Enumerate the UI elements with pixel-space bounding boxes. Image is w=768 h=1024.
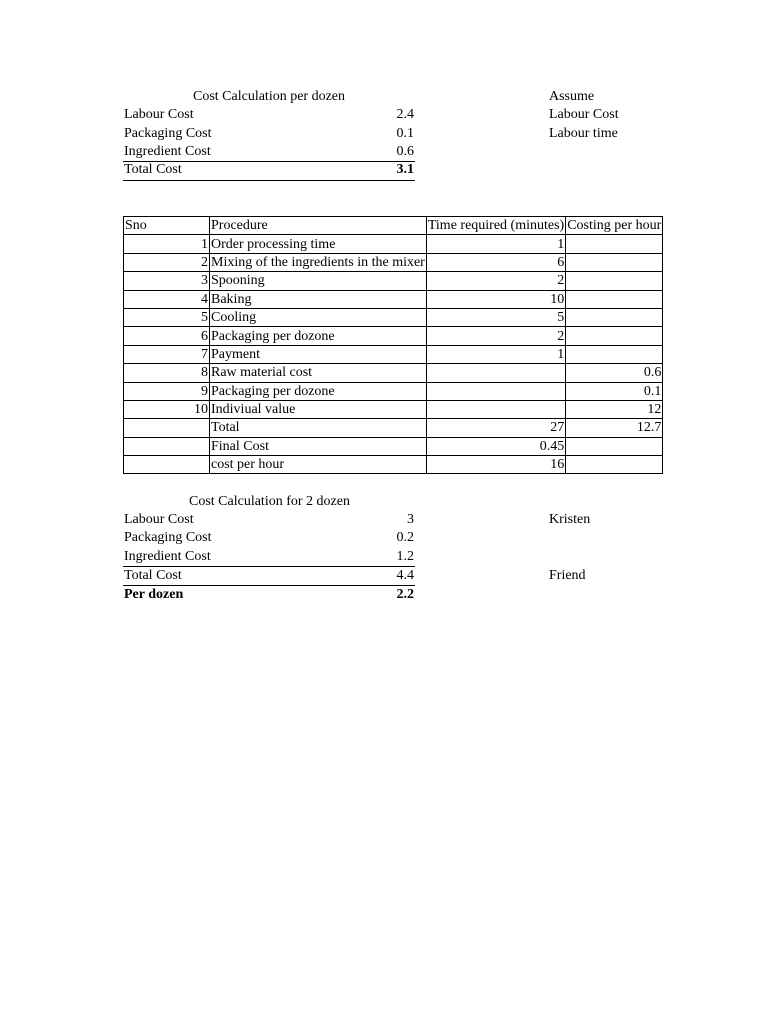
cell-procedure: Payment — [210, 345, 427, 363]
cell-procedure: Mixing of the ingredients in the mixer — [211, 254, 425, 270]
section1-bottom-divider — [123, 180, 415, 181]
cell-sno: 2 — [124, 253, 210, 271]
table-row — [124, 235, 663, 253]
cell-procedure: Packaging per dozone — [210, 382, 427, 400]
cell-cost — [566, 456, 663, 474]
header-costing: Costing per hour — [567, 218, 662, 234]
name-friend: Friend — [549, 568, 586, 583]
cell-cost — [566, 327, 663, 345]
header-procedure: Procedure — [210, 217, 427, 235]
cell-time: 0.45 — [426, 437, 565, 455]
header-time: Time required (minutes) — [427, 218, 565, 234]
section2-ingredient-label: Ingredient Cost — [124, 549, 211, 564]
assume-item-labour-time: Labour time — [549, 126, 618, 141]
cell-procedure: Packaging per dozone — [210, 327, 427, 345]
cell-time: 5 — [426, 308, 565, 326]
cell-procedure: Order processing time — [210, 235, 427, 253]
section2-per-dozen-value: 2.2 — [396, 587, 414, 602]
section1-total-value: 3.1 — [396, 162, 414, 177]
cell-sno: 3 — [124, 272, 210, 290]
cell-procedure: Total — [210, 419, 427, 437]
section2-packaging-label: Packaging Cost — [124, 530, 212, 545]
table-header-row — [124, 217, 663, 235]
cell-cost — [566, 345, 663, 363]
cell-procedure: Spooning — [210, 272, 427, 290]
cell-time: 1 — [426, 235, 565, 253]
cell-sno — [124, 419, 210, 437]
cell-sno: 5 — [124, 308, 210, 326]
cell-procedure: Raw material cost — [210, 364, 427, 382]
section1-ingredient-value: 0.6 — [396, 144, 414, 159]
section1-ingredient-label: Ingredient Cost — [124, 144, 211, 159]
cell-time — [426, 400, 565, 418]
cell-procedure: Indiviual value — [210, 400, 427, 418]
cell-cost: 0.6 — [566, 364, 663, 382]
procedure-table — [123, 216, 663, 474]
section2-labour-value: 3 — [407, 512, 414, 527]
cell-sno: 8 — [124, 364, 210, 382]
cell-cost — [566, 290, 663, 308]
cell-time: 2 — [426, 272, 565, 290]
table-row — [124, 437, 663, 455]
cell-sno: 1 — [124, 235, 210, 253]
cell-sno: 4 — [124, 290, 210, 308]
table-row — [124, 382, 663, 400]
table-row — [124, 364, 663, 382]
section1-labour-value: 2.4 — [396, 107, 414, 122]
table-row — [124, 456, 663, 474]
table-row — [124, 308, 663, 326]
table-row — [124, 290, 663, 308]
section2-packaging-value: 0.2 — [396, 530, 414, 545]
table-row — [124, 419, 663, 437]
cell-time: 2 — [426, 327, 565, 345]
cell-time — [426, 382, 565, 400]
cell-cost — [566, 308, 663, 326]
assume-title: Assume — [549, 89, 595, 104]
section1-total-label: Total Cost — [124, 162, 182, 177]
cell-sno — [124, 437, 210, 455]
cell-cost: 12 — [566, 400, 663, 418]
cell-cost: 0.1 — [566, 382, 663, 400]
table-row — [124, 345, 663, 363]
table-row — [124, 400, 663, 418]
section2-per-dozen-label: Per dozen — [124, 587, 184, 602]
section1-labour-label: Labour Cost — [124, 107, 194, 122]
cell-cost — [566, 437, 663, 455]
cell-sno: 10 — [124, 400, 210, 418]
cell-sno: 7 — [124, 345, 210, 363]
cell-procedure: Final Cost — [210, 437, 427, 455]
cell-cost: 12.7 — [566, 419, 663, 437]
section1-title: Cost Calculation per dozen — [193, 89, 346, 104]
cell-procedure: Baking — [210, 290, 427, 308]
cell-cost — [566, 272, 663, 290]
assume-item-labour-cost: Labour Cost — [549, 107, 619, 122]
cell-sno: 6 — [124, 327, 210, 345]
cell-sno: 9 — [124, 382, 210, 400]
section2-total-label: Total Cost — [124, 568, 182, 583]
cell-procedure: cost per hour — [210, 456, 427, 474]
section2-total-value: 4.4 — [396, 568, 414, 583]
table-row — [124, 327, 663, 345]
cell-cost — [566, 253, 663, 271]
cell-cost — [566, 235, 663, 253]
section2-labour-label: Labour Cost — [124, 512, 194, 527]
section1-packaging-value: 0.1 — [396, 126, 414, 141]
section2-ingredient-value: 1.2 — [396, 549, 414, 564]
table-row — [124, 253, 663, 271]
cell-time — [426, 364, 565, 382]
cell-time: 1 — [426, 345, 565, 363]
cell-time: 6 — [426, 253, 565, 271]
cell-time: 27 — [426, 419, 565, 437]
cell-time: 16 — [426, 456, 565, 474]
cell-procedure: Cooling — [210, 308, 427, 326]
section2-title: Cost Calculation for 2 dozen — [189, 494, 350, 509]
cell-sno — [124, 456, 210, 474]
name-kristen: Kristen — [549, 512, 591, 527]
table-row — [124, 272, 663, 290]
section1-packaging-label: Packaging Cost — [124, 126, 212, 141]
header-sno: Sno — [124, 217, 210, 235]
cell-time: 10 — [426, 290, 565, 308]
